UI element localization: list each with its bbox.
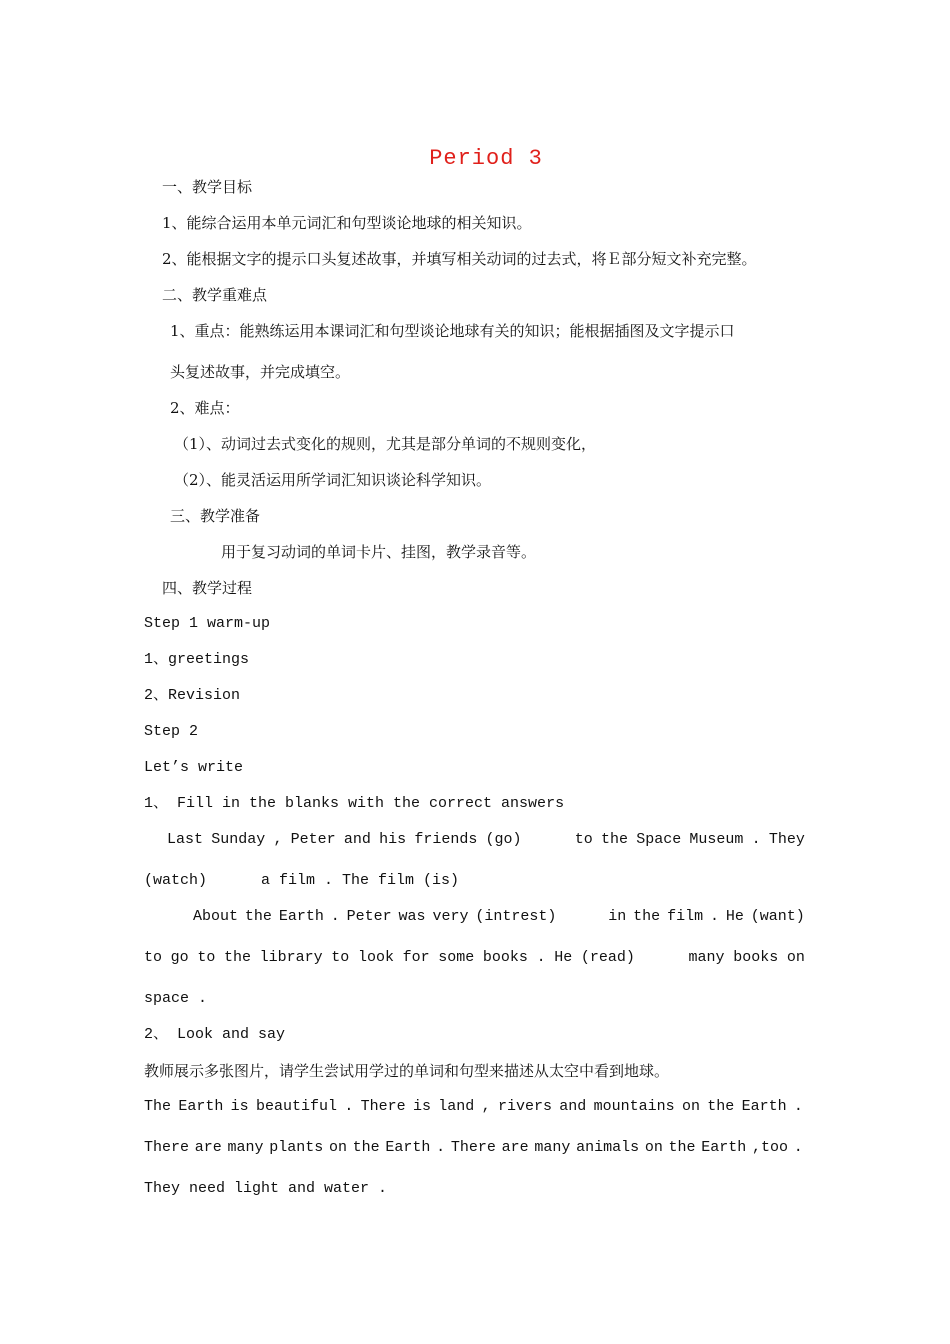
word: plants [269,1139,324,1156]
word: There [144,1139,190,1156]
word: on [328,1139,347,1156]
word: rivers [497,1098,552,1115]
task-2-description: 教师展示多张图片，请学生尝试用学过的单词和句型来描述从太空中看到地球。 [144,1062,670,1080]
word: many [227,1139,264,1156]
step-1-heading: Step 1 warm-up [144,615,271,632]
word: library [259,949,323,966]
word: (go) [485,831,567,848]
word: is [412,1098,431,1115]
word: to [144,949,163,966]
section-heading-key-points: 二、教学重难点 [162,286,268,304]
word: to [574,831,593,848]
task-1-paragraph-1-line-2: (watch) a film . The film (is) [144,872,460,889]
word: Sunday [211,831,266,848]
word: Earth [701,1139,747,1156]
section-heading-process: 四、教学过程 [162,579,253,597]
word: , [273,831,283,848]
section-heading-objectives: 一、教学目标 [162,178,253,196]
word: in [608,908,627,925]
objective-item-2: 2、能根据文字的提示口头复述故事，并填写相关动词的过去式，将Ｅ部分短文补充完整。 [162,250,757,268]
word: The [144,1098,172,1115]
word: is [230,1098,249,1115]
word: , [481,1098,491,1115]
word: mountains [593,1098,675,1115]
task-2-english-line-1 [144,1097,803,1117]
word: are [194,1139,222,1156]
word: on [786,949,805,966]
word: . [793,1139,803,1156]
word: . [751,831,761,848]
word: animals [576,1139,640,1156]
word: many [688,949,725,966]
word: (read) [580,949,680,966]
word: . [330,908,340,925]
word: to [197,949,216,966]
word: go [170,949,189,966]
word: are [501,1139,529,1156]
word: friends [414,831,478,848]
word: his [379,831,407,848]
task-1-paragraph-2-line-1 [193,907,805,927]
word: Earth [741,1098,787,1115]
word: Earth [178,1098,224,1115]
word: books [482,949,528,966]
word: Last [167,831,204,848]
word: Earth [385,1139,431,1156]
task-2-english-line-3: They need light and water . [144,1180,388,1197]
word: books [733,949,779,966]
word: (want) [750,908,805,925]
word: Peter [290,831,336,848]
word: the [600,831,628,848]
task-2-english-line-2 [144,1138,803,1158]
task-1-paragraph-2-line-2 [144,948,805,968]
word: land [438,1098,475,1115]
key-point-item-1-line-2: 头复述故事，并完成填空。 [170,363,351,381]
task-2-instruction: 2、 Look and say [144,1026,286,1043]
word: film [667,908,704,925]
word: ,too [752,1139,789,1156]
word: the [223,949,251,966]
difficulty-item-2: （2）、能灵活运用所学词汇知识谈论科学知识。 [174,471,492,489]
word: on [681,1098,700,1115]
word: and [343,831,371,848]
page-title: Period 3 [429,146,543,171]
word: Peter [346,908,392,925]
key-point-item-2: 2、难点： [170,399,240,417]
word: . [536,949,546,966]
key-point-item-1-line-1: 1、重点：能熟练运用本课词汇和句型谈论地球有关的知识；能根据插图及文字提示口 [170,322,735,340]
word: on [644,1139,663,1156]
objective-item-1: 1、能综合运用本单元词汇和句型谈论地球的相关知识。 [162,214,532,232]
task-1-paragraph-2-line-3: space . [144,990,208,1007]
word: the [244,908,272,925]
word: There [450,1139,496,1156]
word: for [402,949,430,966]
lets-write-heading: Let’s write [144,759,244,776]
word: the [668,1139,696,1156]
word: the [352,1139,380,1156]
word: and [559,1098,587,1115]
word: . [344,1098,354,1115]
preparation-text: 用于复习动词的单词卡片、挂图，教学录音等。 [221,543,537,561]
word: some [438,949,475,966]
step-1-item-revision: 2、Revision [144,687,241,704]
word: . [793,1098,803,1115]
word: was [398,908,426,925]
word: Space [636,831,682,848]
word: . [436,1139,446,1156]
difficulty-item-1: （1）、动词过去式变化的规则，尤其是部分单词的不规则变化， [174,435,597,453]
task-1-instruction: 1、 Fill in the blanks with the correct answers [144,795,565,812]
task-1-paragraph-1-line-1 [167,830,805,850]
step-2-heading: Step 2 [144,723,199,740]
word: Museum [689,831,744,848]
word: many [534,1139,571,1156]
word: He [725,908,744,925]
word: About [193,908,239,925]
word: beautiful [255,1098,337,1115]
word: look [357,949,394,966]
word: the [707,1098,735,1115]
word: to [331,949,350,966]
word: (intrest) [475,908,602,925]
section-heading-preparation: 三、教学准备 [170,507,261,525]
word: . [709,908,719,925]
word: There [360,1098,406,1115]
word: They [768,831,805,848]
step-1-item-greetings: 1、greetings [144,651,250,668]
word: He [554,949,573,966]
word: Earth [278,908,324,925]
word: the [633,908,661,925]
word: very [432,908,469,925]
